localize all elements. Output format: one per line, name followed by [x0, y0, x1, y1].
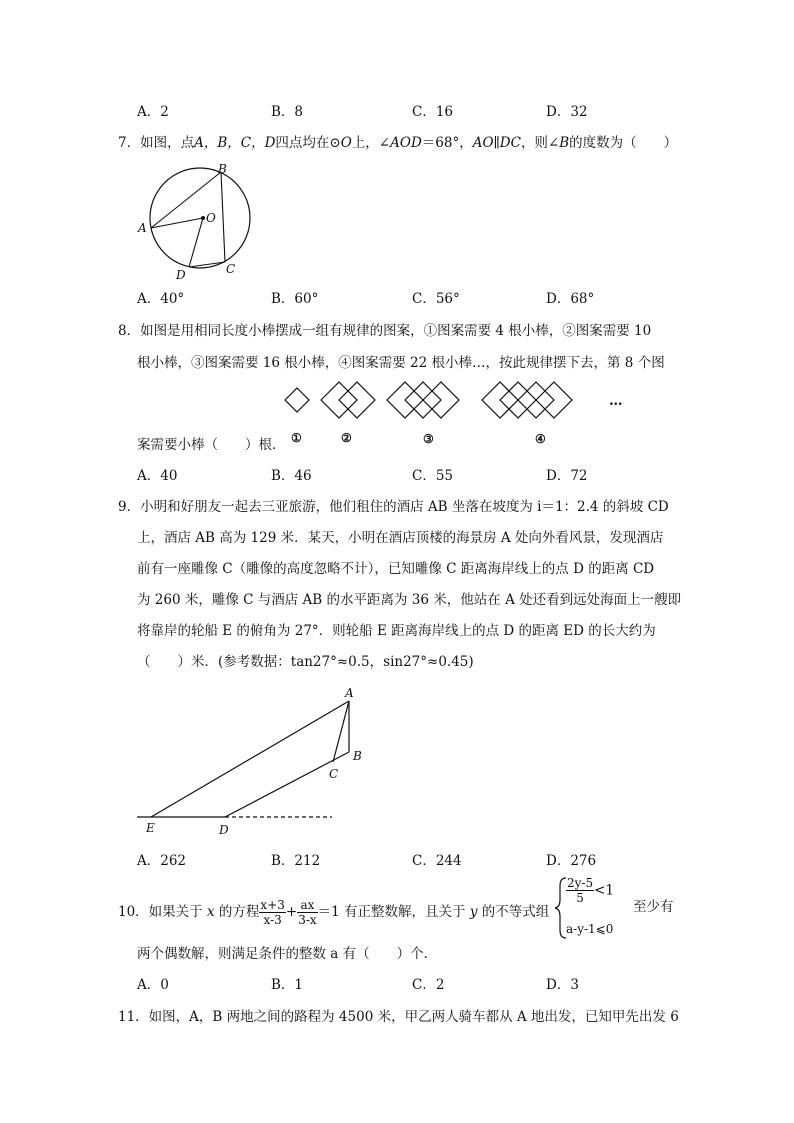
q10-option-c: C．2: [412, 977, 445, 993]
q7-label-o: O: [206, 211, 216, 225]
q9-line-3: 前有一座雕像 C（雕像的高度忽略不计），已知雕像 C 距离海岸线上的点 D 的距离 CD: [137, 561, 655, 577]
q9-line-6: （ ）米．(参考数据：tan27°≈0.5，sin27°≈0.45): [137, 654, 474, 670]
q9-option-b: B．212: [271, 853, 321, 869]
q8-fig-label-2: ②: [341, 431, 352, 445]
q6-option-d: D．32: [546, 104, 588, 120]
q9-label-e: E: [146, 821, 155, 835]
q10-fraction-2: $\frac{ax}{3-x}$: [298, 898, 317, 927]
q8-line-3: 案需要小棒（ ）根．: [137, 437, 286, 453]
q8-fig-label-3: ③: [423, 432, 434, 446]
q9-line-4: 为 260 米，雕像 C 与酒店 AB 的水平距离为 36 米，他站在 A 处还看到远处海面上一艘即: [137, 592, 682, 608]
q7-option-a: A．40°: [137, 291, 185, 307]
q8-fig-label-4: ④: [535, 432, 546, 446]
q10-option-b: B．1: [271, 977, 304, 993]
q9-label-a: A: [345, 686, 354, 700]
q7-question: 7．如图，点A，B，C，D四点均在⊙O上，∠AOD＝68°，AO∥DC，则∠B的度数为（ ）: [118, 135, 678, 151]
q7-label-a: A: [138, 221, 147, 235]
q10-line-2: 两个偶数解，则满足条件的整数 a 有（ ）个．: [137, 946, 438, 962]
q7-label-d: D: [176, 268, 186, 282]
q8-line-1: 8．如图是用相同长度小棒摆成一组有规律的图案，①图案需要 4 根小棒，②图案需要 10: [118, 323, 652, 339]
q7-option-c: C．56°: [412, 291, 460, 307]
q9-label-b: B: [353, 749, 362, 763]
q7-option-b: B．60°: [271, 291, 319, 307]
q6-option-b: B．8: [271, 104, 304, 120]
q10-option-d: D．3: [546, 977, 579, 993]
q9-line-2: 上，酒店 AB 高为 129 米．某天，小明在酒店顶楼的海景房 A 处向外看风景，发现酒店: [137, 530, 664, 546]
q10-fraction-1: $\frac{x+3}{x-3}$: [260, 898, 285, 927]
q10-tail: 至少有: [633, 899, 674, 915]
q6-option-a: A．2: [137, 104, 169, 120]
q10-inequality-1: $\frac{2y-5}{5}$ <1: [567, 876, 615, 905]
q10-question: 10．如果关于 x 的方程 $\frac{x+3}{x-3}$ + $\frac{ax}{3-x}$ ＝1 有正整数解，且关于 y 的不等式组: [118, 898, 550, 927]
q8-option-d: D．72: [546, 468, 588, 484]
q9-label-d: D: [219, 823, 229, 837]
q11-line-1: 11．如图，A，B 两地之间的路程为 4500 米，甲乙两人骑车都从 A 地出发，已知甲先出发 6: [118, 1009, 679, 1025]
q9-line-5: 将靠岸的轮船 E 的俯角为 27°．则轮船 E 距离海岸线上的点 D 的距离 ED 的长大约为: [137, 623, 656, 639]
q8-option-c: C．55: [412, 468, 454, 484]
q10-inequality-2: a-y-1⩽0: [566, 922, 614, 936]
q8-option-b: B．46: [271, 468, 312, 484]
q7-option-d: D．68°: [546, 291, 595, 307]
q9-option-c: C．244: [412, 853, 462, 869]
q9-label-c: C: [329, 767, 339, 781]
q8-ellipsis: …: [609, 393, 623, 409]
q9-line-1: 9．小明和好朋友一起去三亚旅游，他们租住的酒店 AB 坐落在坡度为 i＝1：2.4 的斜坡 CD: [118, 499, 669, 515]
q10-option-a: A．0: [137, 977, 169, 993]
q8-line-2: 根小棒，③图案需要 16 根小棒，④图案需要 22 根小棒…，按此规律摆下去，第 8 个图: [137, 355, 665, 371]
q7-label-b: B: [218, 162, 227, 176]
q9-option-d: D．276: [546, 853, 597, 869]
q6-option-c: C．16: [412, 104, 454, 120]
q8-option-a: A．40: [137, 468, 178, 484]
q8-fig-label-1: ①: [291, 431, 302, 445]
q7-label-c: C: [226, 262, 236, 276]
q9-option-a: A．262: [137, 853, 187, 869]
